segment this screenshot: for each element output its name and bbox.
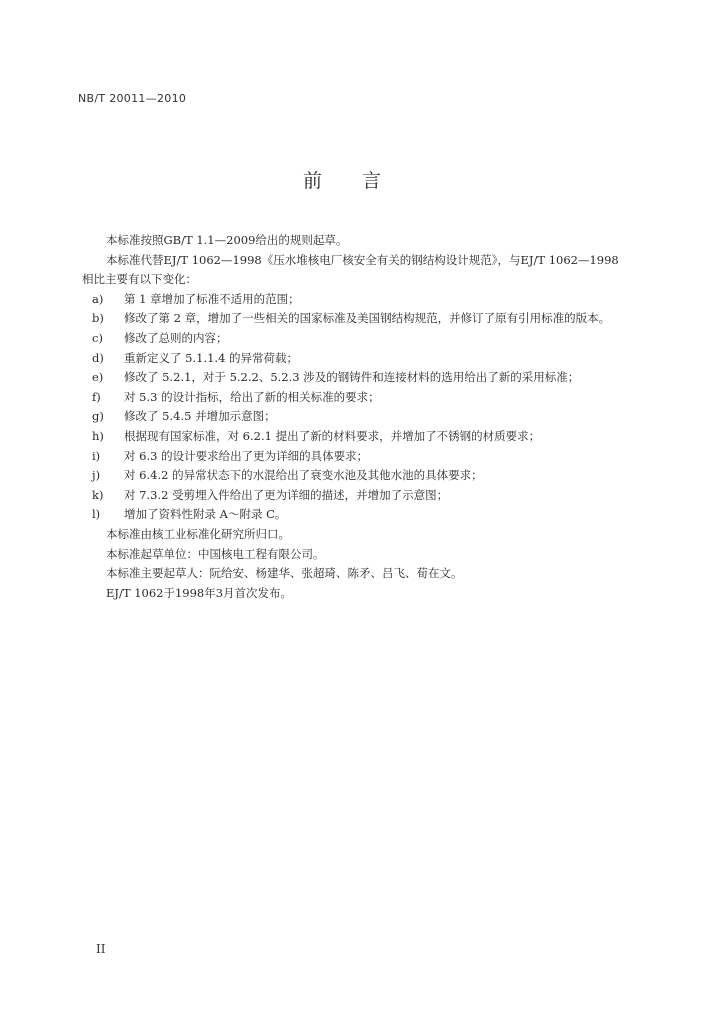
list-item	[82, 309, 656, 329]
changes-list	[82, 290, 656, 525]
list-marker: h)	[92, 428, 104, 443]
list-item-text: 修改了总则的内容；	[124, 330, 228, 345]
list-item-text: 对 6.3 的设计要求给出了更为详细的具体要求；	[124, 448, 369, 463]
paragraph-drafting-unit: 本标准起草单位：中国核电工程有限公司。	[106, 546, 325, 561]
list-item	[82, 368, 656, 388]
list-marker: f)	[92, 389, 101, 404]
standard-code: NB/T 20011—2010	[78, 92, 187, 105]
list-item-text: 重新定义了 5.1.1.4 的异常荷载；	[124, 350, 299, 365]
list-marker: b)	[92, 311, 104, 326]
list-item	[82, 407, 656, 427]
list-marker: l)	[92, 507, 101, 522]
list-item	[82, 427, 656, 447]
list-item-text: 对 6.4.2 的异常状态下的水混给出了衰变水池及其他水池的具体要求；	[124, 468, 483, 483]
list-item-text: 修改了第 2 章，增加了一些相关的国家标准及美国钢结构规范，并修订了原有引用标准的版本。	[124, 311, 611, 326]
paragraph-replacement-line1: 本标准代替EJ/T 1062—1998《压水堆核电厂核安全有关的钢结构设计规范》，与EJ/T 1062—1998	[106, 252, 619, 267]
list-item-text: 根据现有国家标准，对 6.2.1 提出了新的材料要求，并增加了不锈钢的材质要求；	[124, 428, 541, 443]
paragraph-first-release: EJ/T 1062于1998年3月首次发布。	[106, 585, 293, 600]
page-title: 前言	[302, 170, 421, 192]
list-item-text: 增加了资料性附录 A～附录 C。	[124, 507, 287, 522]
paragraph-drafters: 本标准主要起草人：阮给安、杨建华、张超琦、陈矛、吕飞、荀在文。	[106, 566, 463, 581]
list-item	[82, 505, 656, 525]
list-item-text: 修改了 5.2.1，对于 5.2.2、5.2.3 涉及的钢铸件和连接材料的选用给出了新的采用标准；	[124, 370, 580, 385]
list-item	[82, 329, 656, 349]
paragraph-drafting-rule: 本标准按照GB/T 1.1—2009给出的规则起草。	[106, 233, 348, 247]
list-item	[82, 447, 656, 467]
list-item	[82, 486, 656, 506]
list-item	[82, 466, 656, 486]
list-marker: g)	[92, 409, 104, 424]
list-marker: a)	[92, 291, 104, 306]
list-item	[82, 349, 656, 369]
list-marker: k)	[92, 487, 104, 502]
list-marker: j)	[92, 468, 101, 483]
list-item	[82, 290, 656, 310]
list-item-text: 修改了 5.4.5 并增加示意图；	[124, 409, 276, 424]
list-marker: i)	[92, 448, 101, 463]
list-item-text: 对 7.3.2 受剪埋入件给出了更为详细的描述，并增加了示意图；	[124, 487, 449, 502]
body-text	[82, 231, 656, 603]
paragraph-replacement-line2: 相比主要有以下变化：	[82, 272, 197, 287]
list-item	[82, 388, 656, 408]
paragraph-responsible-unit: 本标准由核工业标准化研究所归口。	[106, 526, 290, 541]
list-item-text: 第 1 章增加了标准不适用的范围；	[124, 291, 300, 306]
list-marker: e)	[92, 370, 104, 385]
list-marker: c)	[92, 330, 103, 345]
list-item-text: 对 5.3 的设计指标，给出了新的相关标准的要求；	[124, 389, 380, 404]
page-number: II	[96, 942, 106, 956]
list-marker: d)	[92, 350, 104, 365]
